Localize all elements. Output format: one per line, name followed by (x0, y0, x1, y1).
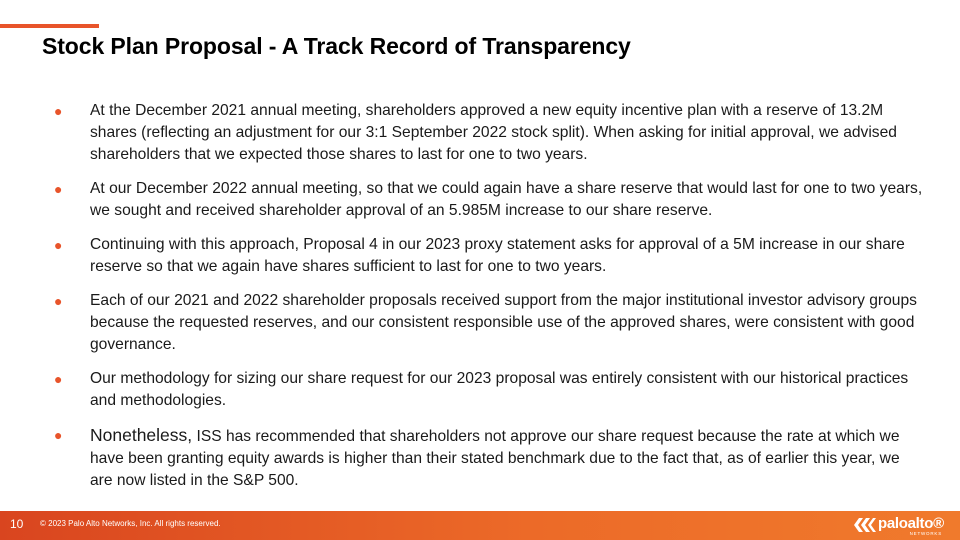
bullet-item (54, 234, 924, 278)
bullet-text: At our December 2022 annual meeting, so that we could again have a share reserve that would last for one to two years, we sought and received shareholder approval of an 5.985M increase to our share reserve. (90, 180, 923, 219)
slide-title: Stock Plan Proposal - A Track Record of Transparency (42, 33, 631, 59)
bullet-icon: ● (54, 293, 63, 309)
bullet-icon: ● (54, 237, 63, 253)
bullet-item (54, 368, 924, 412)
bullet-text: Each of our 2021 and 2022 shareholder proposals received support from the major institutional investor advisory groups because the requested reserves, and our consistent responsible use of the approved shares, were consistent with good governance. (90, 292, 917, 353)
bullet-list (54, 100, 924, 504)
footer-bar (0, 511, 960, 540)
page-number: 10 (10, 517, 24, 531)
bullet-item (54, 178, 924, 222)
bullet-text: Our methodology for sizing our share request for our 2023 proposal was entirely consistent with our historical practices and methodologies. (90, 370, 909, 409)
bullet-text: At the December 2021 annual meeting, shareholders approved a new equity incentive plan with a reserve of 13.2M shares (reflecting an adjustment for our 3:1 September 2022 stock split). When asking for initial approval, we advised shareholders that we expected those shares to last for one to two years. (90, 102, 897, 163)
bullet-lead-word: Nonetheless, (90, 425, 193, 445)
chevron-logo-icon (854, 518, 876, 532)
logo-subtext: NETWORKS (909, 531, 942, 536)
bullet-icon: ● (54, 427, 63, 443)
copyright-text: © 2023 Palo Alto Networks, Inc. All rights reserved. (40, 519, 221, 528)
logo-wordmark: paloalto® (878, 515, 944, 532)
title-accent-bar (0, 24, 99, 28)
bullet-item (54, 290, 924, 356)
bullet-icon: ● (54, 103, 63, 119)
bullet-icon: ● (54, 181, 63, 197)
bullet-text-rest: ISS has recommended that shareholders not approve our share request because the rate at which we have been granting equity awards is higher than their stated benchmark due to the fact that, as of earlier this year, we are now listed in the S&P 500. (90, 428, 900, 489)
bullet-text: Continuing with this approach, Proposal 4 in our 2023 proxy statement asks for approval of a 5M increase in our share reserve so that we again have shares sufficient to last for one to two years. (90, 236, 905, 275)
bullet-item (54, 100, 924, 166)
bullet-icon: ● (54, 371, 63, 387)
bullet-item (54, 424, 924, 492)
company-logo (854, 515, 942, 537)
bullet-text (90, 424, 924, 492)
